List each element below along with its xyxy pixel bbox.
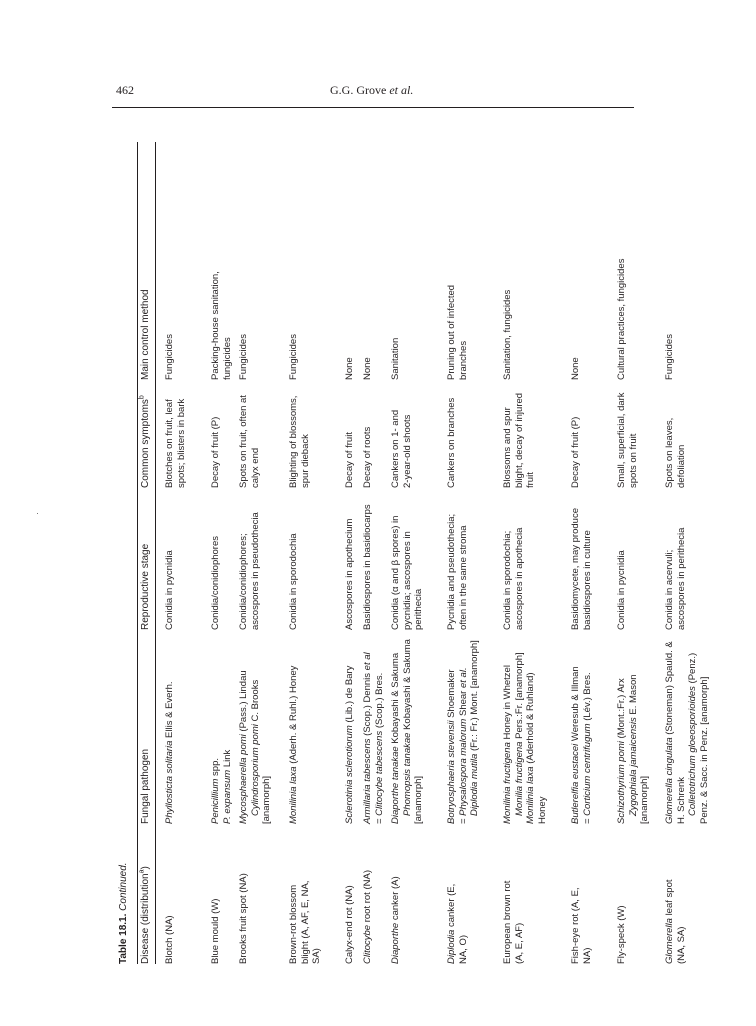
cell-control [446,142,469,380]
cell-line: ascospores in pseudothecia [249,512,261,630]
cell-line: Ascospores in apothecium [344,518,355,630]
cell-line: Cankers on 1- and [390,409,401,488]
cell-line: Phyllosticta solitaria Ellis & Everh. [164,681,175,824]
cell-disease [210,826,222,964]
cell-line: Basidiospores in basidiocarps [362,504,373,630]
cell-line: spots on fruit [627,433,639,488]
cell-stage [210,492,222,630]
cell-line: Armillaria tabescens (Scop.) Dennis et al [362,652,373,824]
cell-line: Phomopsis tanakae Kobayashi & Sakuma [401,639,413,816]
cell-line: Penicillium spp. [210,757,221,824]
cell-line: Diaporthe canker (A) [390,876,401,964]
cell-pathogen [570,634,593,824]
cell-control [288,142,300,380]
cell-stage [502,492,525,630]
cell-line: Pruning out of infected [446,284,457,380]
cell-line: Spots on leaves, [664,417,675,488]
cell-control [362,142,374,380]
table-header-rule [155,142,156,964]
cell-line: spur dieback [299,434,311,488]
cell-line: ascospores in perithecia [675,527,687,630]
cell-line: Cankers on branches [446,397,457,488]
table-top-rule [137,142,138,964]
cell-line: blight (A, AF, E, NA, [299,880,311,964]
cell-control [616,142,628,380]
cell-pathogen [664,634,710,824]
cell-line: Schizothyrium pomi (Mont.:Fr.) Arx [616,678,627,824]
cell-line: Zygophiala jamaicensis E. Mason [627,674,639,816]
cell-line: Packing-house sanitation, [210,271,221,380]
cell-line: Fungicides [288,334,299,380]
cell-stage [164,492,176,630]
cell-pathogen [362,634,385,824]
cell-stage [362,492,374,630]
cell-symptoms [390,384,413,488]
cell-disease [570,826,593,964]
cell-line: Botryosphaeria stevensii Shoemaker [446,669,457,824]
cell-pathogen [288,634,300,824]
cell-line: [anamorph] [413,775,424,824]
cell-line: Diplodia canker (E, [446,883,457,964]
cell-line: Decay of roots [362,426,373,488]
cell-symptoms [362,384,374,488]
author-suffix: et al. [389,83,414,97]
cell-line: Blighting of blossoms, [288,395,299,488]
cell-line: Conidia in sporodochia; [502,530,513,630]
cell-symptoms [210,384,222,488]
cell-stage [664,492,687,630]
cell-line: (A, E, AF) [513,922,525,964]
cell-stage [570,492,593,630]
cell-line: Spots on fruit, often at [238,395,249,488]
cell-disease [344,826,356,964]
cell-line: spots; blisters in bark [175,398,187,488]
scan-speck [37,513,38,514]
cell-control [502,142,514,380]
table-caption [118,862,129,964]
cell-pathogen [344,634,356,824]
cell-symptoms [446,384,458,488]
header-rule [112,107,634,108]
caption-text: Continued. [118,862,129,911]
cell-line: blight, decay of injured [513,392,525,488]
cell-symptoms [344,384,356,488]
cell-line: [anamorph] [261,775,272,824]
cell-line: Fungicides [664,334,675,380]
cell-line: Conidia in pycnidia [616,550,627,630]
cell-line: Conidia/conidiophores; [238,533,249,630]
cell-line: Fungicides [164,334,175,380]
cell-line: Sanitation, fungicides [502,289,513,380]
cell-line: = Corticium centrifugum (Lév.) Bres. [581,672,593,824]
cell-line: Blue mould (W) [210,898,221,964]
cell-disease [238,826,250,964]
cell-line: 2-year-old shoots [401,414,413,488]
cell-line: NA, O) [457,934,469,964]
cell-line: [anamorph] [639,775,650,824]
cell-line: Cylindrosporium pomi C. Brooks [249,679,261,816]
cell-line: branches [457,340,469,380]
cell-line: Conidia/conidiophores [210,535,221,630]
cell-line: Conidia in pycnidia [164,550,175,630]
caption-label: Table 18.1. [118,913,129,964]
cell-disease [616,826,628,964]
cell-line: calyx end [249,447,261,488]
cell-line: pycnidia; ascospores in [401,531,413,630]
cell-control [570,142,582,380]
cell-line: Clitocybe root rot (NA) [362,870,373,964]
cell-line: Fungicides [238,334,249,380]
cell-disease [288,826,323,964]
cell-line: Blotch (NA) [164,915,175,964]
col-header-stage: Reproductive stage [140,543,151,630]
cell-line: Penz. & Sacc. in Penz. [anamorph] [698,676,710,824]
cell-control [164,142,176,380]
cell-line: None [362,357,373,380]
cell-pathogen [210,634,233,824]
cell-line: Conidia (α and β spores) in [390,515,401,630]
cell-disease [390,826,402,964]
cell-line: Glomerella cingulata (Stoneman) Spauld. & [664,641,675,824]
cell-pathogen [446,634,481,824]
cell-line: Decay of fruit [344,432,355,488]
cell-disease [362,826,374,964]
cell-line: Honey [536,796,548,824]
cell-line: Monilinia fructigena Honey in Whetzel [502,665,513,824]
cell-stage [344,492,356,630]
cell-line: Decay of fruit (P) [210,416,221,488]
cell-line: Monilinia laxa (Aderhold & Ruhland) [525,672,536,824]
running-head-author [330,83,413,98]
cell-line: H. Schrenk [675,777,687,824]
cell-symptoms [664,384,687,488]
cell-line: None [344,357,355,380]
cell-line: ascospores in apothecia [513,527,525,630]
cell-line: defoliation [675,444,687,488]
cell-line: Brooks fruit spot (NA) [238,873,249,964]
cell-symptoms [616,384,639,488]
cell-control [664,142,676,380]
cell-disease [664,826,687,964]
cell-line: = Clitocybe tabescens (Scop.) Bres. [373,672,385,824]
table [118,142,710,964]
cell-line: Butlerelfia eustacei Weresub & Illman [570,666,581,824]
cell-line: SA) [311,948,322,964]
cell-pathogen [616,634,651,824]
cell-line: European brown rot [502,880,513,964]
cell-line: fungicides [221,337,233,380]
cell-line: Brown-rot blossom [288,884,299,964]
cell-line: None [570,357,581,380]
author-names: G.G. Grove [330,83,390,97]
cell-line: Monilia fructigena Pers.:Fr. [anamorph] [513,652,525,816]
cell-pathogen [164,634,176,824]
cell-line: Sclerotinia sclerotiorum (Lib.) de Bary [344,665,355,824]
cell-line: Calyx-end rot (NA) [344,885,355,964]
cell-line: Cultural practices, fungicides [616,258,627,380]
cell-symptoms [238,384,261,488]
cell-line: Blotches on fruit, leaf [164,399,175,488]
cell-pathogen [390,634,425,824]
cell-disease [164,826,176,964]
cell-line: Blossoms and spur [502,407,513,488]
cell-line: NA) [581,947,593,964]
cell-line: Colletotrichum gloeosporioides (Penz.) [687,652,698,816]
cell-disease [446,826,469,964]
cell-line: Diplodia mutila (Fr.: Fr.) Mont. [anamorph] [469,640,480,816]
cell-stage [446,492,469,630]
cell-control [210,142,233,380]
cell-line: fruit [525,472,536,488]
cell-symptoms [288,384,311,488]
cell-control [238,142,250,380]
cell-stage [390,492,425,630]
cell-stage [288,492,300,630]
cell-symptoms [570,384,582,488]
cell-control [390,142,402,380]
col-header-disease: Disease (distribution$^a$) [138,866,151,964]
cell-line: Conidia in acervuli; [664,549,675,630]
cell-line: perithecia [413,588,424,630]
page-number: 462 [116,83,134,97]
cell-line: often in the same stroma [457,525,469,630]
cell-line: Fish-eye rot (A, E, [570,887,581,964]
cell-line: Fly-speck (W) [616,905,627,964]
cell-line: Small, superficial, dark [616,392,627,488]
cell-line: = Physalospora malorum Shear et al. [457,667,469,824]
cell-line: (NA, SA) [675,926,687,964]
col-header-pathogen: Fungal pathogen [140,748,151,824]
rotated-table-container [118,142,710,964]
cell-line: basidiospores in culture [581,530,593,630]
cell-line: Decay of fruit (P) [570,416,581,488]
cell-disease [502,826,525,964]
cell-line: Diaporthe tanakae Kobayashi & Sakuma [390,652,401,824]
cell-symptoms [502,384,537,488]
cell-stage [238,492,261,630]
col-header-symptoms: Common symptoms$^b$ [138,395,151,488]
cell-pathogen [238,634,273,824]
cell-line: Conidia in sporodochia [288,533,299,630]
cell-line: Basidiomycete, may produce [570,508,581,630]
cell-control [344,142,356,380]
cell-line: Glomerella leaf spot [664,879,675,964]
cell-line: P. expansum Link [221,749,233,824]
col-header-control: Main control method [140,289,151,380]
cell-symptoms [164,384,187,488]
cell-pathogen [502,634,548,824]
cell-stage [616,492,628,630]
cell-line: Sanitation [390,337,401,380]
cell-line: Monilinia laxa (Aderh. & Ruhl.) Honey [288,665,299,824]
cell-line: Pycnidia and pseudothecia; [446,513,457,630]
cell-line: Mycosphaerella pomi (Pass.) Lindau [238,670,249,824]
